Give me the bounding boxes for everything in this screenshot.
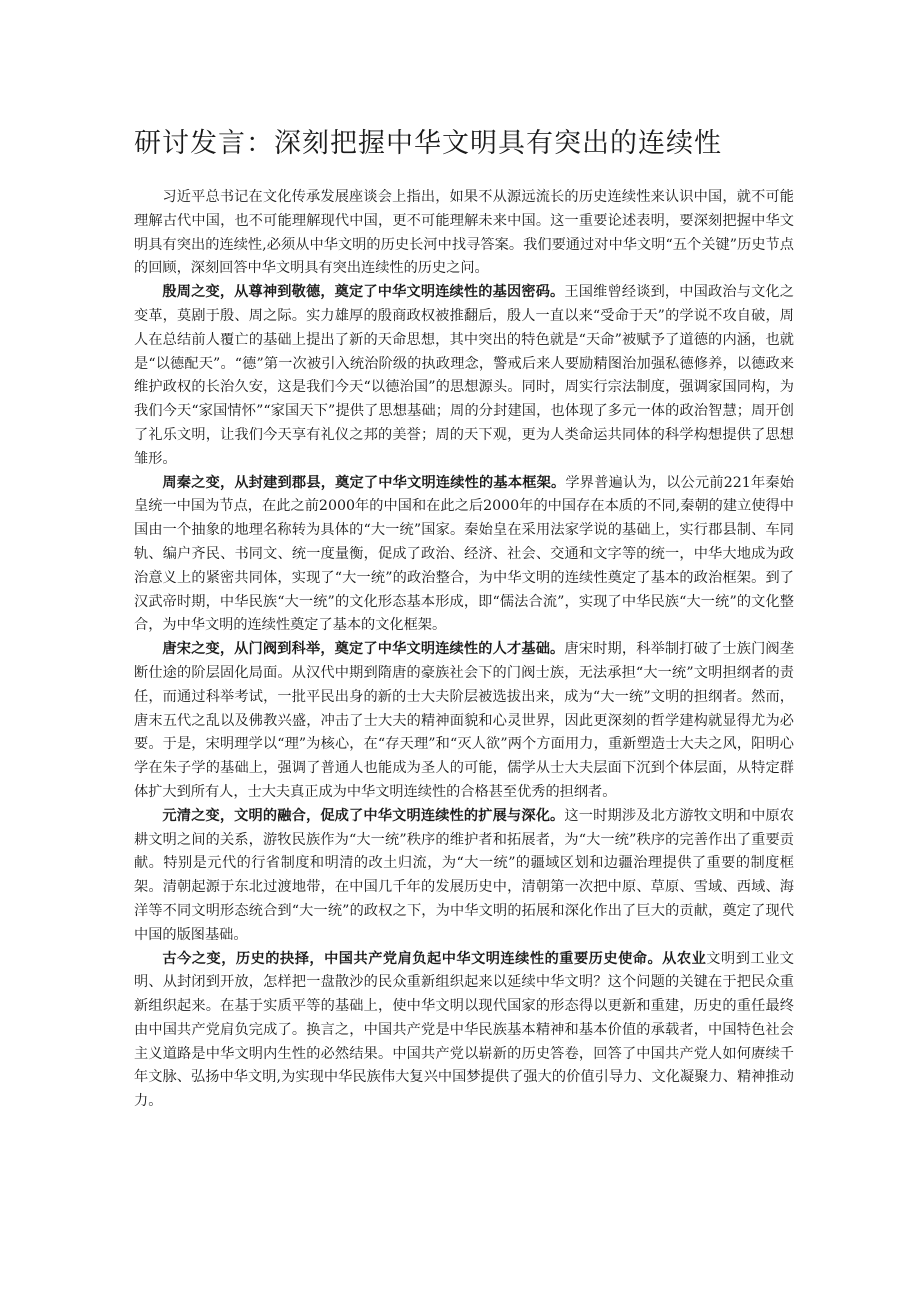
document-page [134, 126, 794, 1114]
section-paragraph-4 [134, 805, 794, 948]
section-paragraph-5 [134, 948, 794, 1115]
section-lead-3: 唐宋之变，从门阀到科举，奠定了中华文明连续性的人才基础。 [162, 641, 565, 658]
section-lead-5: 古今之变，历史的抉择，中国共产党肩负起中华文明连续性的重要历史使命。从农业 [162, 950, 707, 967]
section-body-1: 王国维曾经谈到，中国政治与文化之变革，莫剧于殷、周之际。实力雄厚的殷商政权被推翻后，殷人一直以来“受命于天”的学说不攻自破，周人在总结前人覆亡的基础上提出了新的天命思想，其中突出的特色就是“天命”被赋予了道德的内涵，也就是“以德配天”。“德”第一次被引入统治阶级的执政理念，警戒后来人要励精图治加强私德修养，以德政来维护政权的长治久安，这是我们今天“以德治国”的思想源头。同时，周实行宗法制度，强调家国同构，为我们今天“家国情怀”“家国天下”提供了思想基础；周的分封建国，也体现了多元一体的政治智慧；周开创了礼乐文明，让我们今天享有礼仪之邦的美誉；周的天下观，更为人类命运共同体的科学构想提供了思想雏形。 [134, 284, 794, 467]
section-body-4: 这一时期涉及北方游牧文明和中原农耕文明之间的关系，游牧民族作为“大一统”秩序的维护者和拓展者，为“大一统”秩序的完善作出了重要贡献。特别是元代的行省制度和明清的改土归流，为“大一统”的疆域区划和边疆治理提供了重要的制度框架。清朝起源于东北过渡地带，在中国几千年的发展历史中，清朝第一次把中原、草原、雪域、西域、海洋等不同文明形态统合到“大一统”的政权之下，为中华文明的拓展和深化作出了巨大的贡献，奠定了现代中国的版图基础。 [134, 807, 794, 943]
section-lead-1: 殷周之变，从尊神到敬德，奠定了中华文明连续性的基因密码。 [162, 284, 565, 301]
section-body-3: 唐宋时期，科举制打破了士族门阀垄断仕途的阶层固化局面。从汉代中期到隋唐的豪族社会下的门阀士族，无法承担“大一统”文明担纲者的责任，而通过科举考试，一批平民出身的新的士大夫阶层被选拔出来，成为“大一统”文明的担纲者。然而，唐末五代之乱以及佛教兴盛，冲击了士大夫的精神面貌和心灵世界，因此更深刻的哲学建构就显得尤为必要。于是，宋明理学以“理”为核心，在“存天理”和“灭人欲”两个方面用力，重新塑造士大夫之风，阳明心学在朱子学的基础上，强调了普通人也能成为圣人的可能，儒学从士大夫层面下沉到个体层面，从特定群体扩大到所有人，士大夫真正成为中华文明连续性的合格甚至优秀的担纲者。 [134, 641, 794, 800]
section-body-2: 学界普遍认为，以公元前221年秦始皇统一中国为节点，在此之前2000年的中国和在此之后2000年的中国存在本质的不同,秦朝的建立使得中国由一个抽象的地理名称转为具体的“大一统”国家。秦始皇在采用法家学说的基础上，实行郡县制、车同轨、编户齐民、书同文、统一度量衡，促成了政治、经济、社会、交通和文字等的统一，中华大地成为政治意义上的紧密共同体，实现了“大一统”的政治整合，为中华文明的连续性奠定了基本的政治框架。到了汉武帝时期，中华民族“大一统”的文化形态基本形成，即“儒法合流”，实现了中华民族“大一统”的文化整合，为中华文明的连续性奠定了基本的文化框架。 [134, 474, 794, 634]
section-lead-4: 元清之变，文明的融合，促成了中华文明连续性的扩展与深化。 [162, 807, 565, 824]
section-paragraph-3 [134, 638, 794, 805]
section-paragraph-2 [134, 472, 794, 639]
section-body-5: 文明到工业文明、从封闭到开放，怎样把一盘散沙的民众重新组织起来以延续中华文明？这个问题的关键在于把民众重新组织起来。在基于实质平等的基础上，使中华文明以现代国家的形态得以更新和重建，历史的重任最终由中国共产党肩负完成了。换言之，中国共产党是中华民族基本精神和基本价值的承载者，中国特色社会主义道路是中华文明内生性的必然结果。中国共产党以崭新的历史答卷，回答了中国共产党人如何赓续千年文脉、弘扬中华文明,为实现中华民族伟大复兴中国梦提供了强大的价值引导力、文化凝聚力、精神推动力。 [134, 950, 794, 1110]
section-paragraph-1 [134, 281, 794, 471]
section-lead-2: 周秦之变，从封建到郡县，奠定了中华文明连续性的基本框架。 [162, 474, 566, 491]
document-title: 研讨发言：深刻把握中华文明具有突出的连续性 [134, 128, 722, 159]
intro-paragraph: 习近平总书记在文化传承发展座谈会上指出，如果不从源远流长的历史连续性来认识中国，就不可能理解古代中国，也不可能理解现代中国，更不可能理解未来中国。这一重要论述表明，要深刻把握中华文明具有突出的连续性,必须从中华文明的历史长河中找寻答案。我们要通过对中华文明“五个关键”历史节点的回顾，深刻回答中华文明具有突出连续性的历史之问。 [134, 189, 794, 277]
